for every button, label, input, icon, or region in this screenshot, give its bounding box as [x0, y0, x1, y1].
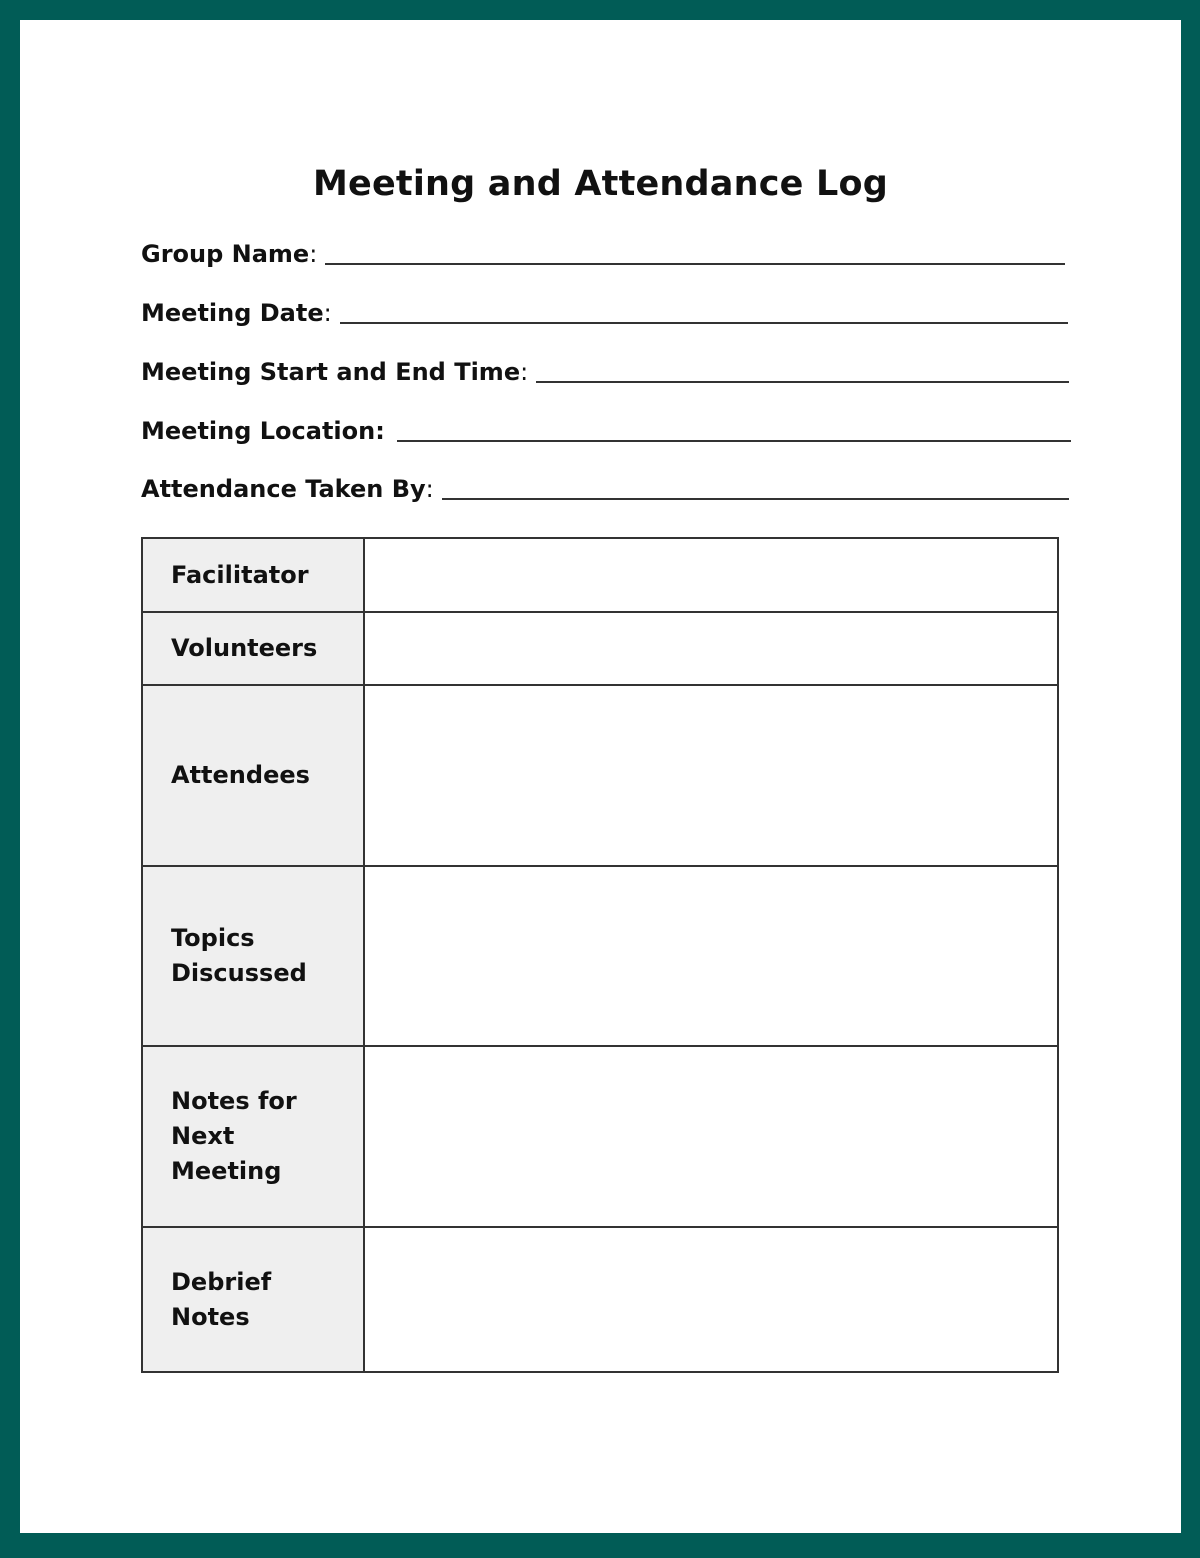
meeting-location-field[interactable] — [141, 410, 1071, 446]
meeting-time-colon: : — [520, 358, 529, 386]
facilitator-label: Facilitator — [142, 538, 364, 612]
document-page — [20, 20, 1181, 1533]
table-row-volunteers — [142, 612, 1058, 685]
attendance-taken-by-line[interactable] — [442, 476, 1069, 500]
debrief-notes-entry-cell[interactable] — [364, 1227, 1058, 1372]
topics-discussed-label: Topics Discussed — [142, 866, 364, 1046]
table-row-facilitator — [142, 538, 1058, 612]
topics-discussed-entry-cell[interactable] — [364, 866, 1058, 1046]
table-row-topics-discussed — [142, 866, 1058, 1046]
attendance-taken-by-colon: : — [425, 475, 434, 503]
meeting-date-field[interactable] — [141, 292, 1068, 328]
group-name-colon: : — [309, 240, 318, 268]
volunteers-label: Volunteers — [142, 612, 364, 685]
meeting-time-line[interactable] — [536, 359, 1069, 383]
meeting-location-label: Meeting Location: — [141, 417, 385, 445]
meeting-time-field[interactable] — [141, 351, 1069, 387]
meeting-date-colon: : — [323, 299, 332, 327]
attendees-label: Attendees — [142, 685, 364, 866]
page-title: Meeting and Attendance Log — [312, 164, 889, 204]
group-name-label: Group Name — [141, 240, 310, 268]
attendance-taken-by-field[interactable] — [141, 468, 1069, 504]
notes-next-meeting-entry-cell[interactable] — [364, 1046, 1058, 1227]
debrief-notes-label: Debrief Notes — [142, 1227, 364, 1372]
meeting-date-label: Meeting Date — [141, 299, 324, 327]
notes-next-meeting-label: Notes for Next Meeting — [142, 1046, 364, 1227]
facilitator-entry-cell[interactable] — [364, 538, 1058, 612]
table-row-attendees — [142, 685, 1058, 866]
group-name-line[interactable] — [325, 241, 1065, 265]
attendees-entry-cell[interactable] — [364, 685, 1058, 866]
meeting-date-line[interactable] — [340, 300, 1068, 324]
table-row-debrief-notes — [142, 1227, 1058, 1372]
meeting-location-line[interactable] — [397, 418, 1071, 442]
table-row-notes-next-meeting — [142, 1046, 1058, 1227]
volunteers-entry-cell[interactable] — [364, 612, 1058, 685]
log-table — [141, 537, 1059, 1373]
group-name-field[interactable] — [141, 233, 1065, 269]
attendance-taken-by-label: Attendance Taken By — [141, 475, 426, 503]
meeting-time-label: Meeting Start and End Time — [141, 358, 521, 386]
